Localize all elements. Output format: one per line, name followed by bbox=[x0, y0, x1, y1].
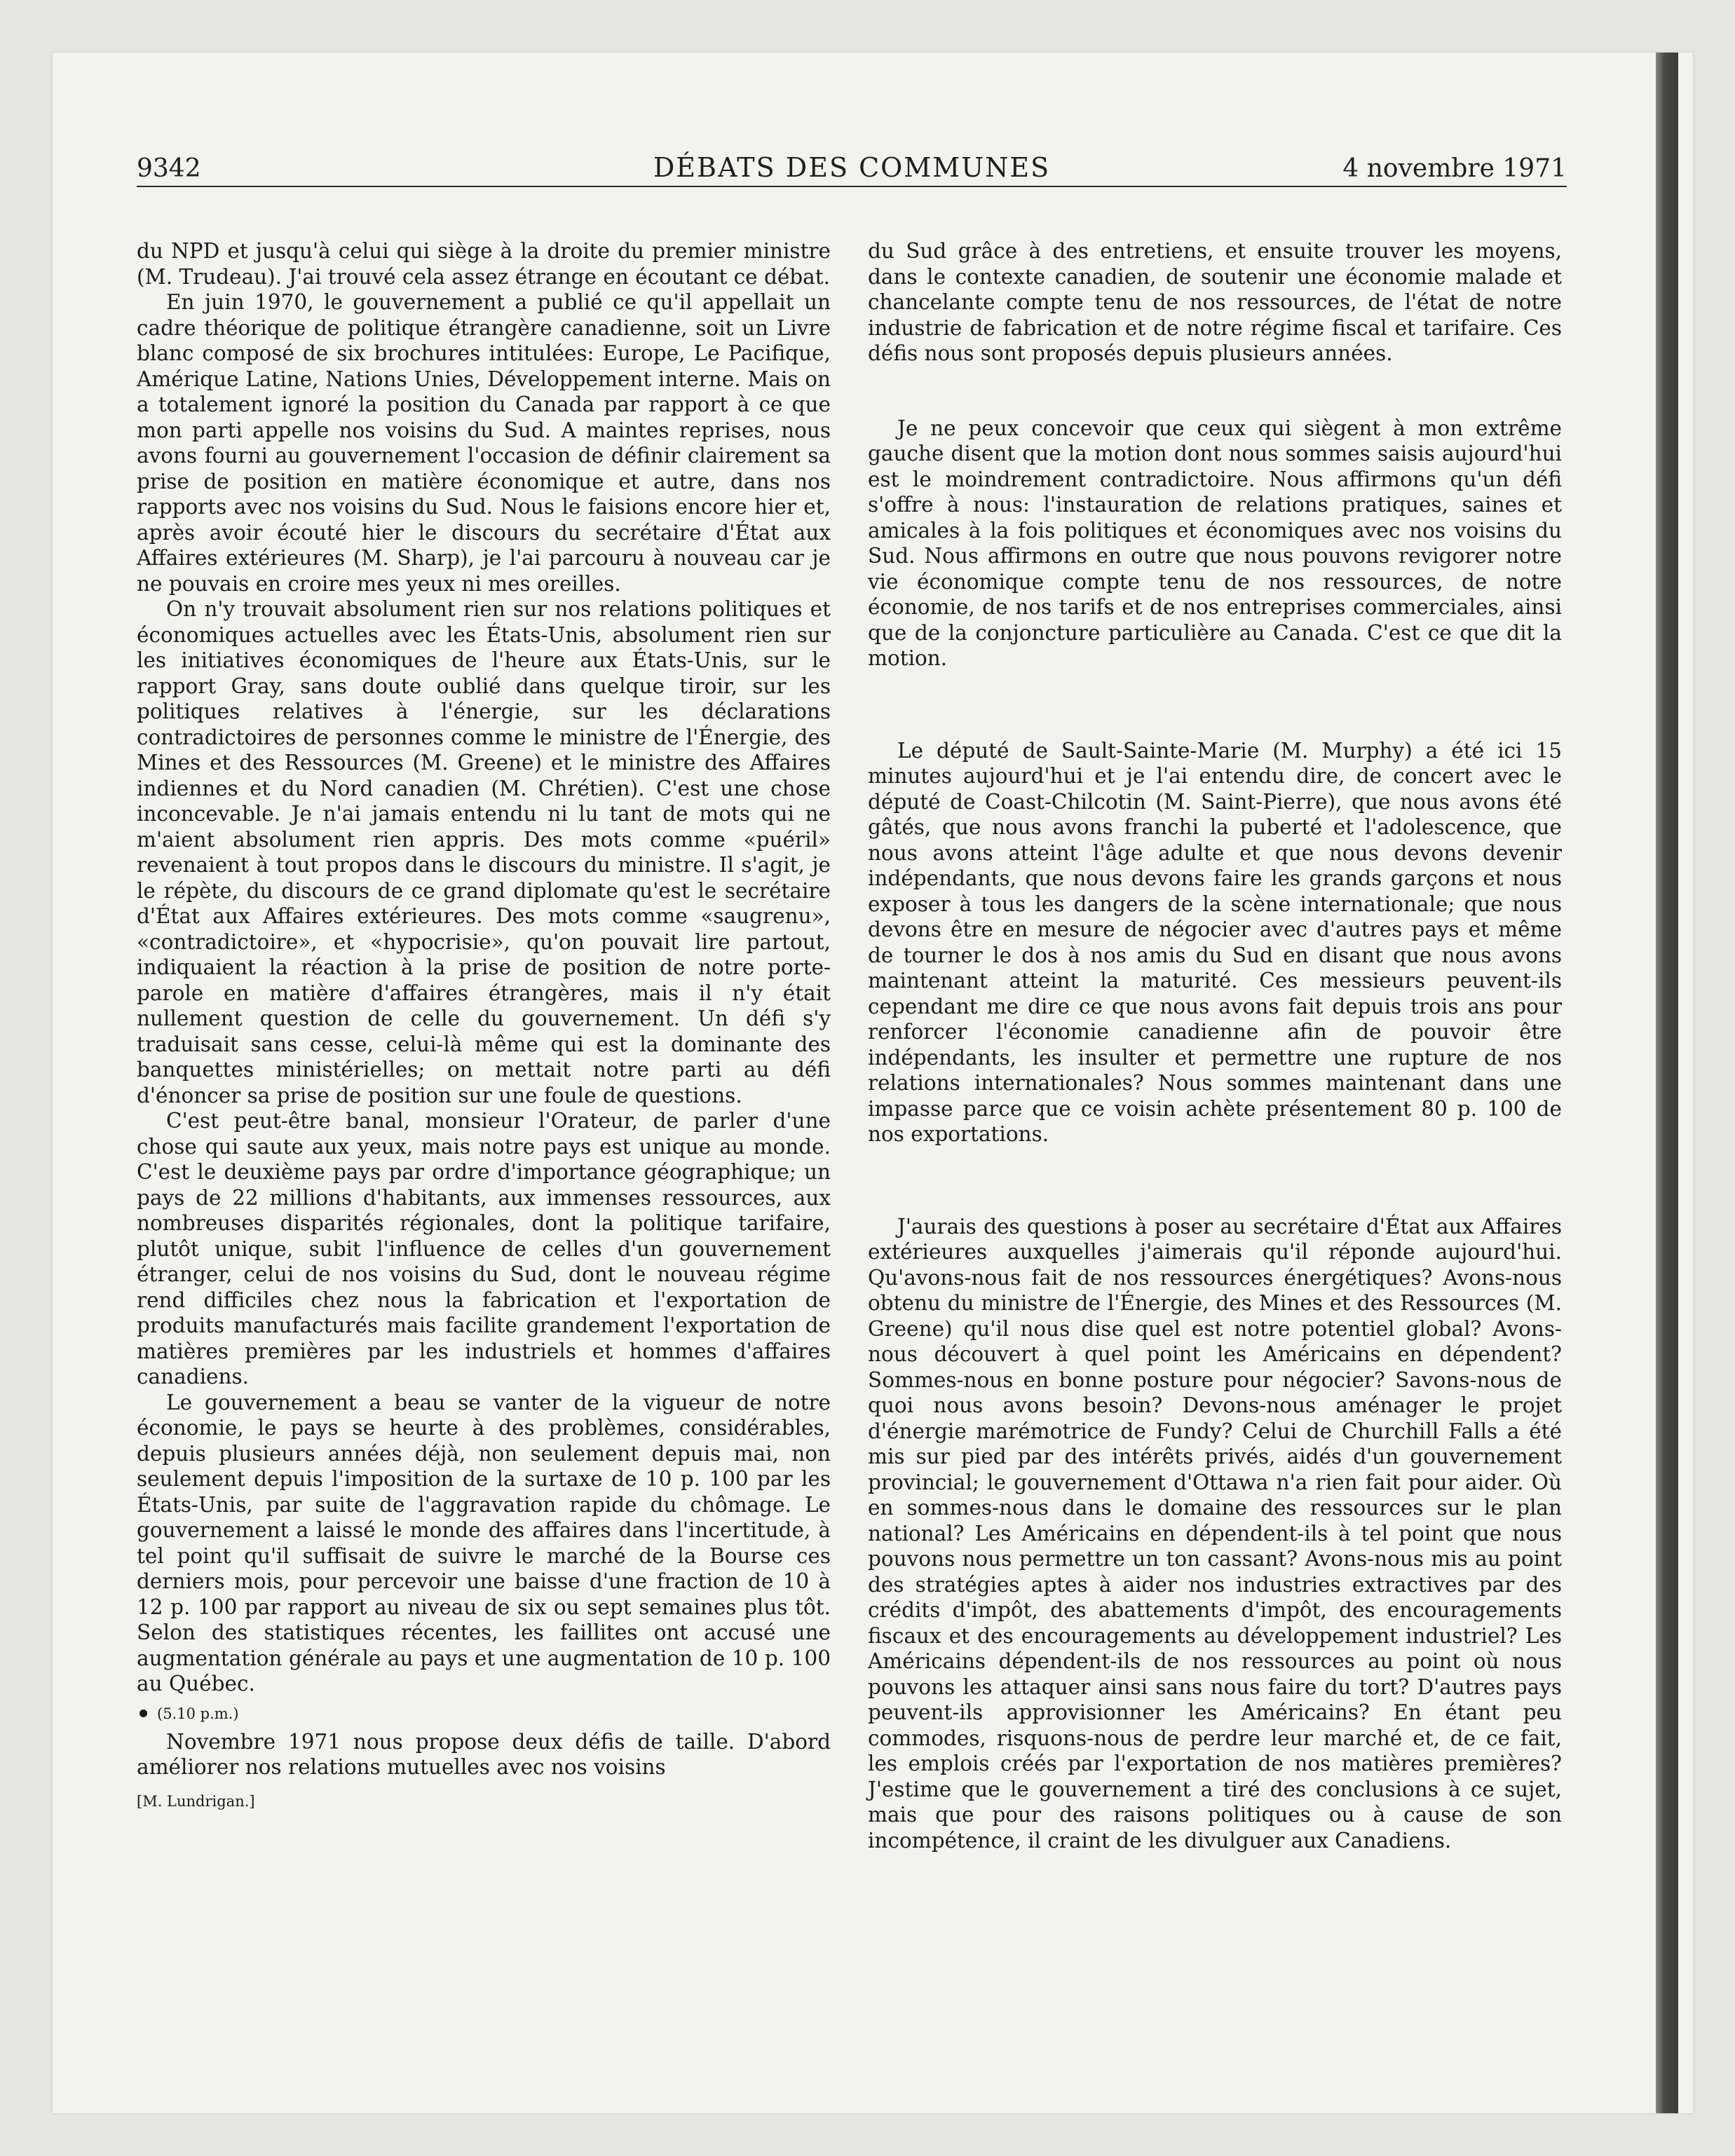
paragraph: du NPD et jusqu'à celui qui siège à la droite du premier ministre (M. Trudeau). J'ai trouvé cela assez étrange en écoutant ce débat. bbox=[137, 239, 831, 289]
binding-edge bbox=[1656, 53, 1678, 2113]
paragraph: En juin 1970, le gouvernement a publié ce qu'il appellait un cadre théorique de politique étrangère canadienne, soit un Livre blanc composé de six brochures intitulées: Europe, Le Pacifique, Amérique Latine, Nations Unies, Développement interne. Mais on a totalement ignoré la position du Canada par rapport à ce que mon parti appelle nos voisins du Sud. A maintes reprises, nous avons fourni au gouvernement l'occasion de définir clairement sa prise de position en matière économique et autre, dans nos rapports avec nos voisins du Sud. Nous le faisions encore hier et, après avoir écouté hier le discours du secrétaire d'État aux Affaires extérieures (M. Sharp), je l'ai parcouru à nouveau car je ne pouvais en croire mes yeux ni mes oreilles. bbox=[137, 290, 831, 596]
paragraph: On n'y trouvait absolument rien sur nos relations politiques et économiques actuelles avec les États-Unis, absolument rien sur les initiatives économiques de l'heure aux États-Unis, sur le rapport Gray, sans doute oublié dans quelque tiroir, sur les politiques relatives à l'énergie, sur les déclarations contradictoires de personnes comme le ministre de l'Énergie, des Mines et des Ressources (M. Greene) et le ministre des Affaires indiennes et du Nord canadien (M. Chrétien). C'est une chose inconcevable. Je n'ai jamais entendu ni lu tant de mots qui ne m'aient absolument rien appris. Des mots comme «puéril» revenaient à tout propos dans le discours du ministre. Il s'agit, je le répète, du discours de ce grand diplomate qu'est le secrétaire d'État aux Affaires extérieures. Des mots comme «saugrenu», «contradictoire», et «hypocrisie», qu'on pouvait lire partout, indiquaient la réaction à la prise de position de notre porte-parole en matière d'affaires étrangères, mais il n'y était nullement question de celle du gouvernement. Un défi s'y traduisait sans cesse, celui-là même qui est la dominante des banquettes ministérielles; on mettait notre parti au défi d'énoncer sa prise de position sur une foule de questions. bbox=[137, 597, 831, 1107]
paragraph: Je ne peux concevoir que ceux qui siègent à mon extrême gauche disent que la motion dont nous sommes saisis aujourd'hui est le moindrement contradictoire. Nous affirmons qu'un défi s'offre à nous: l'instauration de relations pratiques, saines et amicales à la fois politiques et économiques avec nos voisins du Sud. Nous affirmons en outre que nous pouvons revigorer notre vie économique compte tenu de nos ressources, de notre économie, de nos tarifs et de nos entreprises commerciales, ainsi que de la conjoncture particulière au Canada. C'est ce que dit la motion. bbox=[868, 416, 1562, 670]
paragraph: du Sud grâce à des entretiens, et ensuite trouver les moyens, dans le contexte canadien, de soutenir une économie malade et chancelante compte tenu de nos ressources, de l'état de notre industrie de fabrication et de notre régime fiscal et tarifaire. Ces défis nous sont proposés depuis plusieurs années. bbox=[868, 239, 1562, 365]
right-column bbox=[868, 238, 1562, 1853]
time-stamp: (5.10 p.m.) bbox=[157, 1705, 239, 1722]
time-marker bbox=[137, 1704, 831, 1724]
paragraph: Le gouvernement a beau se vanter de la vigueur de notre économie, le pays se heurte à des problèmes, considérables, depuis plusieurs années déjà, non seulement depuis mai, non seulement depuis l'imposition de la surtaxe de 10 p. 100 par les États-Unis, par suite de l'aggravation rapide du chômage. Le gouvernement a laissé le monde des affaires dans l'incertitude, à tel point qu'il suffisait de suivre le marché de la Bourse ces derniers mois, pour percevoir une baisse d'une fraction de 10 à 12 p. 100 par rapport au niveau de six ou sept semaines plus tôt. Selon des statistiques récentes, les faillites ont accusé une augmentation générale au pays et une augmentation de 10 p. 100 au Québec. bbox=[137, 1390, 831, 1696]
page-header bbox=[137, 147, 1567, 187]
page-number: 9342 bbox=[137, 154, 201, 183]
paragraph: Novembre 1971 nous propose deux défis de taille. D'abord améliorer nos relations mutuelles avec nos voisins bbox=[137, 1729, 831, 1779]
paragraph: Le député de Sault-Sainte-Marie (M. Murphy) a été ici 15 minutes aujourd'hui et je l'ai entendu dire, de concert avec le député de Coast-Chilcotin (M. Saint-Pierre), que nous avons été gâtés, que nous avons franchi la puberté et l'adolescence, que nous avons atteint l'âge adulte et que nous devons devenir indépendants, que nous devons faire les grands garçons et nous exposer à tous les dangers de la scène internationale; que nous devons être en mesure de négocier avec d'autres pays et même de tourner le dos à nos amis du Sud en disant que nous avons maintenant atteint la maturité. Ces messieurs peuvent-ils cependant me dire ce que nous avons fait depuis trois ans pour renforcer l'économie canadienne afin de pouvoir être indépendants, les insulter et permettre une rupture de nos relations internationales? Nous sommes maintenant dans une impasse parce que ce voisin achète présentement 80 p. 100 de nos exportations. bbox=[868, 738, 1562, 1146]
paragraph: C'est peut-être banal, monsieur l'Orateur, de parler d'une chose qui saute aux yeux, mais notre pays est unique au monde. C'est le deuxième pays par ordre d'importance géographique; un pays de 22 millions d'habitants, aux immenses ressources, aux nombreuses disparités régionales, dont la politique tarifaire, plutôt unique, subit l'influence de celles d'un gouvernement étranger, celui de nos voisins du Sud, dont le nouveau régime rend difficiles chez nous la fabrication et l'exportation de produits manufacturés mais facilite grandement l'exportation de matières premières par les industriels et hommes d'affaires canadiens. bbox=[137, 1109, 831, 1389]
publication-title: DÉBATS DES COMMUNES bbox=[653, 152, 1051, 183]
left-column bbox=[137, 238, 831, 1811]
paragraph: J'aurais des questions à poser au secrétaire d'État aux Affaires extérieures auxquelles j'aimerais qu'il réponde aujourd'hui. Qu'avons-nous fait de nos ressources énergétiques? Avons-nous obtenu du ministre de l'Énergie, des Mines et des Ressources (M. Greene) qu'il nous dise quel est notre potentiel global? Avons-nous découvert à quel point les Américains en dépendent? Sommes-nous en bonne posture pour négocier? Savons-nous de quoi nous avons besoin? Devons-nous aménager le projet d'énergie marémotrice de Fundy? Celui de Churchill Falls a été mis sur pied par des intérêts privés, aidés d'un gouvernement provincial; le gouvernement d'Ottawa n'a rien fait pour aider. Où en sommes-nous dans le domaine des ressources sur le plan national? Les Américains en dépendent-ils à tel point que nous pouvons nous permettre un ton cassant? Avons-nous mis au point des stratégies aptes à aider nos industries extractives par des crédits d'impôt, des abattements d'impôt, des encouragements fiscaux et des encouragements au développement industriel? Les Américains dépendent-ils de nos ressources au point où nous pouvons les attaquer ainsi sans nous faire du tort? D'autres pays peuvent-ils approvisionner les Américains? En étant peu commodes, risquons-nous de perdre leur marché et, de ce fait, les emplois créés par l'exportation de nos matières premières? J'estime que le gouvernement a tiré des conclusions à ce sujet, mais que pour des raisons politiques ou à cause de son incompétence, il craint de les divulguer aux Canadiens. bbox=[868, 1214, 1562, 1853]
speaker-attribution: [M. Lundrigan.] bbox=[137, 1792, 255, 1810]
publication-date: 4 novembre 1971 bbox=[1342, 154, 1567, 183]
bullet-icon bbox=[140, 1710, 147, 1717]
